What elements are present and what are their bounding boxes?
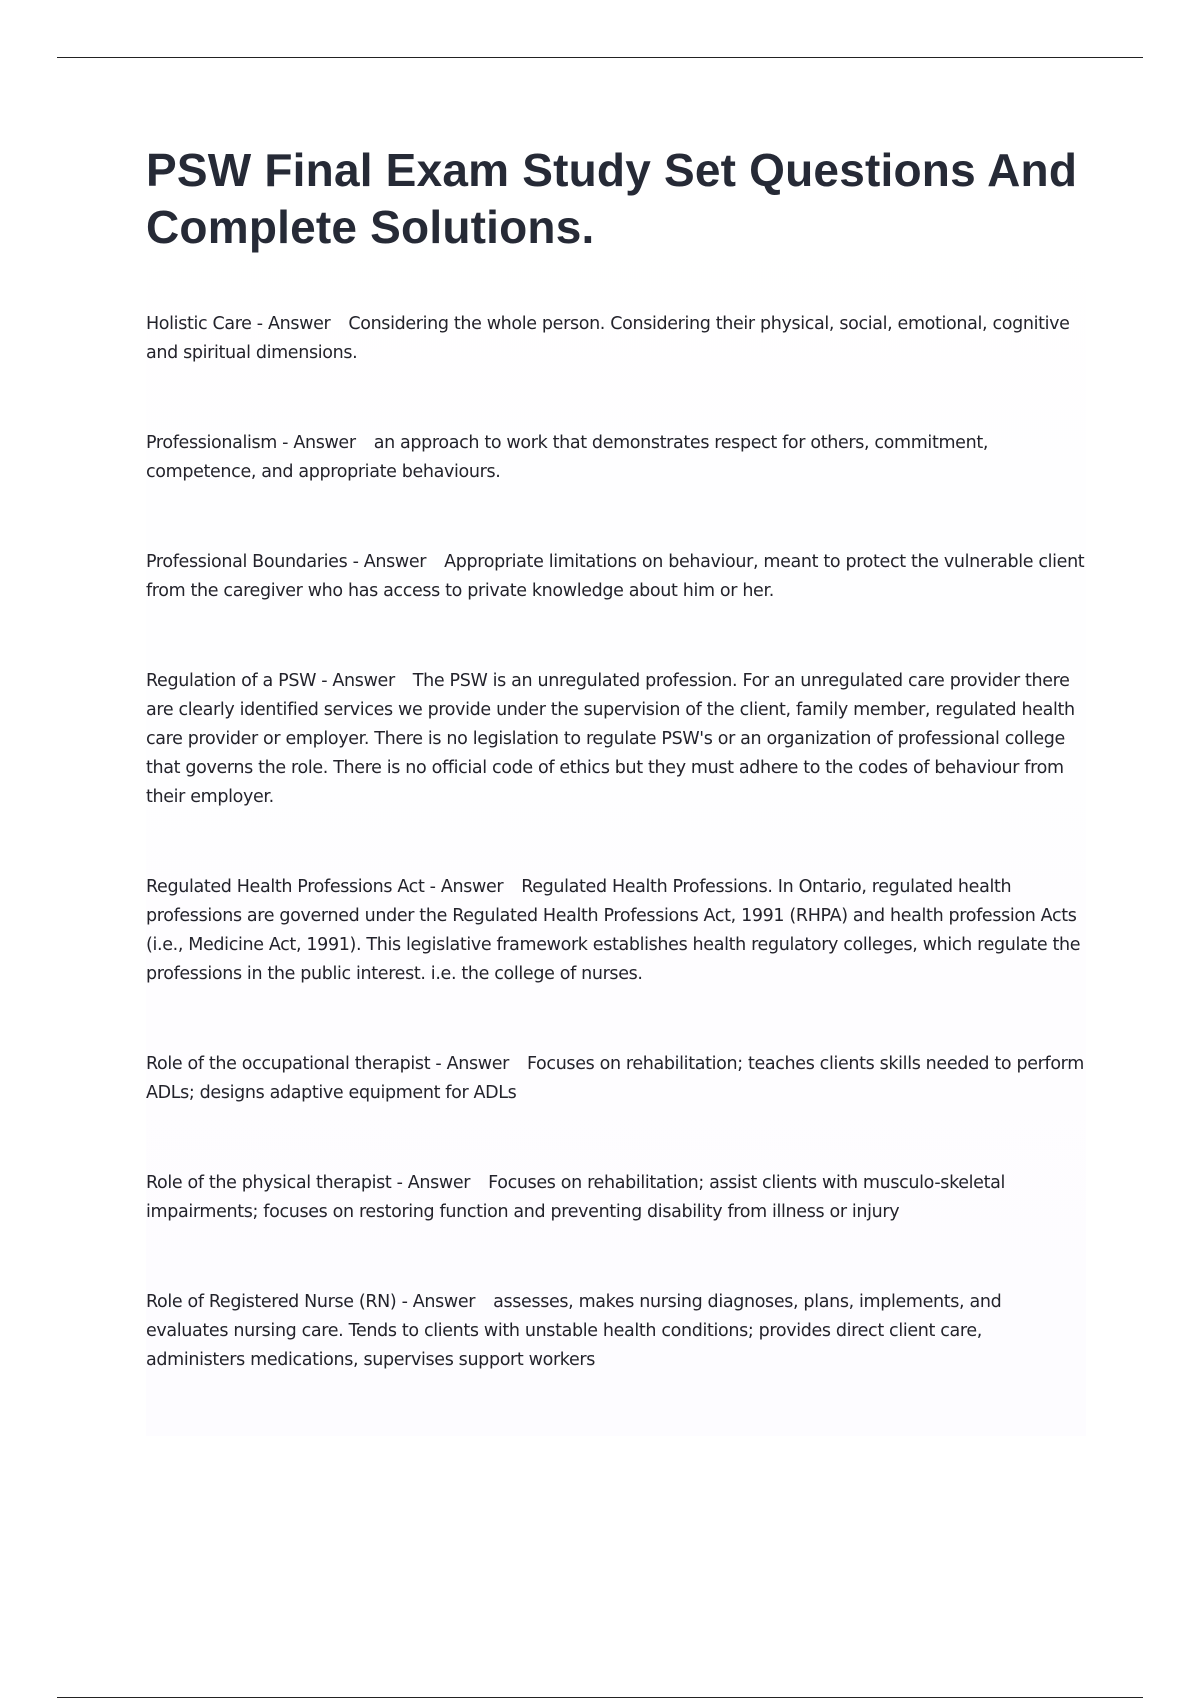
qa-entry-professionalism bbox=[146, 429, 1086, 487]
entry-answer-label: - Answer bbox=[347, 552, 427, 572]
entry-term: Regulated Health Professions Act bbox=[146, 877, 425, 897]
document-body bbox=[146, 142, 1086, 1436]
entry-answer-label: - Answer bbox=[276, 433, 356, 453]
entry-answer-label: - Answer bbox=[251, 314, 331, 334]
qa-list bbox=[146, 310, 1086, 1375]
entry-term: Role of the occupational therapist bbox=[146, 1054, 431, 1074]
document-title: PSW Final Exam Study Set Questions And Complete Solutions. bbox=[146, 144, 1078, 253]
qa-entry-regulation-of-psw bbox=[146, 667, 1086, 812]
entry-definition: Appropriate limitations on behaviour, meant to protect the vulnerable client from the caregiver who has access to private knowledge about him or her. bbox=[146, 552, 1085, 601]
entry-definition: Focuses on rehabilitation; teaches clients skills needed to perform ADLs; designs adaptive equipment for ADLs bbox=[146, 1054, 1084, 1103]
entry-term: Professional Boundaries bbox=[146, 552, 348, 572]
entry-term: Regulation of a PSW bbox=[146, 671, 317, 691]
entry-definition: Regulated Health Professions. In Ontario, regulated health professions are governed under the Regulated Health Professions Act, 1991 (RHPA) and health profession Acts (i.e., Medicine Act, 1991). This legislative framework establishes health regulatory colleges, which regulate the professions in the public interest. i.e. the college of nurses. bbox=[146, 877, 1081, 984]
entry-answer-label: - Answer bbox=[430, 1054, 509, 1074]
entry-answer-label: - Answer bbox=[391, 1173, 471, 1193]
top-divider bbox=[57, 57, 1143, 58]
entry-answer-label: - Answer bbox=[396, 1292, 476, 1312]
entry-term: Professionalism bbox=[146, 433, 277, 453]
entry-definition: an approach to work that demonstrates respect for others, commitment, competence, and appropriate behaviours. bbox=[146, 433, 989, 482]
entry-term: Role of the physical therapist bbox=[146, 1173, 392, 1193]
bottom-divider bbox=[57, 1697, 1143, 1698]
entry-answer-label: - Answer bbox=[424, 877, 504, 897]
qa-entry-registered-nurse bbox=[146, 1288, 1086, 1375]
qa-entry-rhpa bbox=[146, 873, 1086, 989]
qa-entry-professional-boundaries bbox=[146, 548, 1086, 606]
qa-entry-holistic-care bbox=[146, 310, 1086, 368]
entry-definition: assesses, makes nursing diagnoses, plans, implements, and evaluates nursing care. Tends to clients with unstable health conditions; provides direct client care, administers medications, supervises support workers bbox=[146, 1292, 1002, 1370]
entry-term: Holistic Care bbox=[146, 314, 252, 334]
entry-definition: Focuses on rehabilitation; assist clients with musculo-skeletal impairments; focuses on restoring function and preventing disability from illness or injury bbox=[146, 1173, 1005, 1222]
qa-entry-physical-therapist bbox=[146, 1169, 1086, 1227]
entry-answer-label: - Answer bbox=[316, 671, 395, 691]
entry-definition: The PSW is an unregulated profession. For an unregulated care provider there are clearly identified services we provide under the supervision of the client, family member, regulated health care provider or employer. There is no legislation to regulate PSW's or an organization of professional college that governs the role. There is no official code of ethics but they must adhere to the codes of behaviour from their employer. bbox=[146, 671, 1075, 807]
entry-term: Role of Registered Nurse (RN) bbox=[146, 1292, 397, 1312]
entry-definition: Considering the whole person. Considering their physical, social, emotional, cognitive and spiritual dimensions. bbox=[146, 314, 1070, 363]
qa-entry-occupational-therapist bbox=[146, 1050, 1086, 1108]
